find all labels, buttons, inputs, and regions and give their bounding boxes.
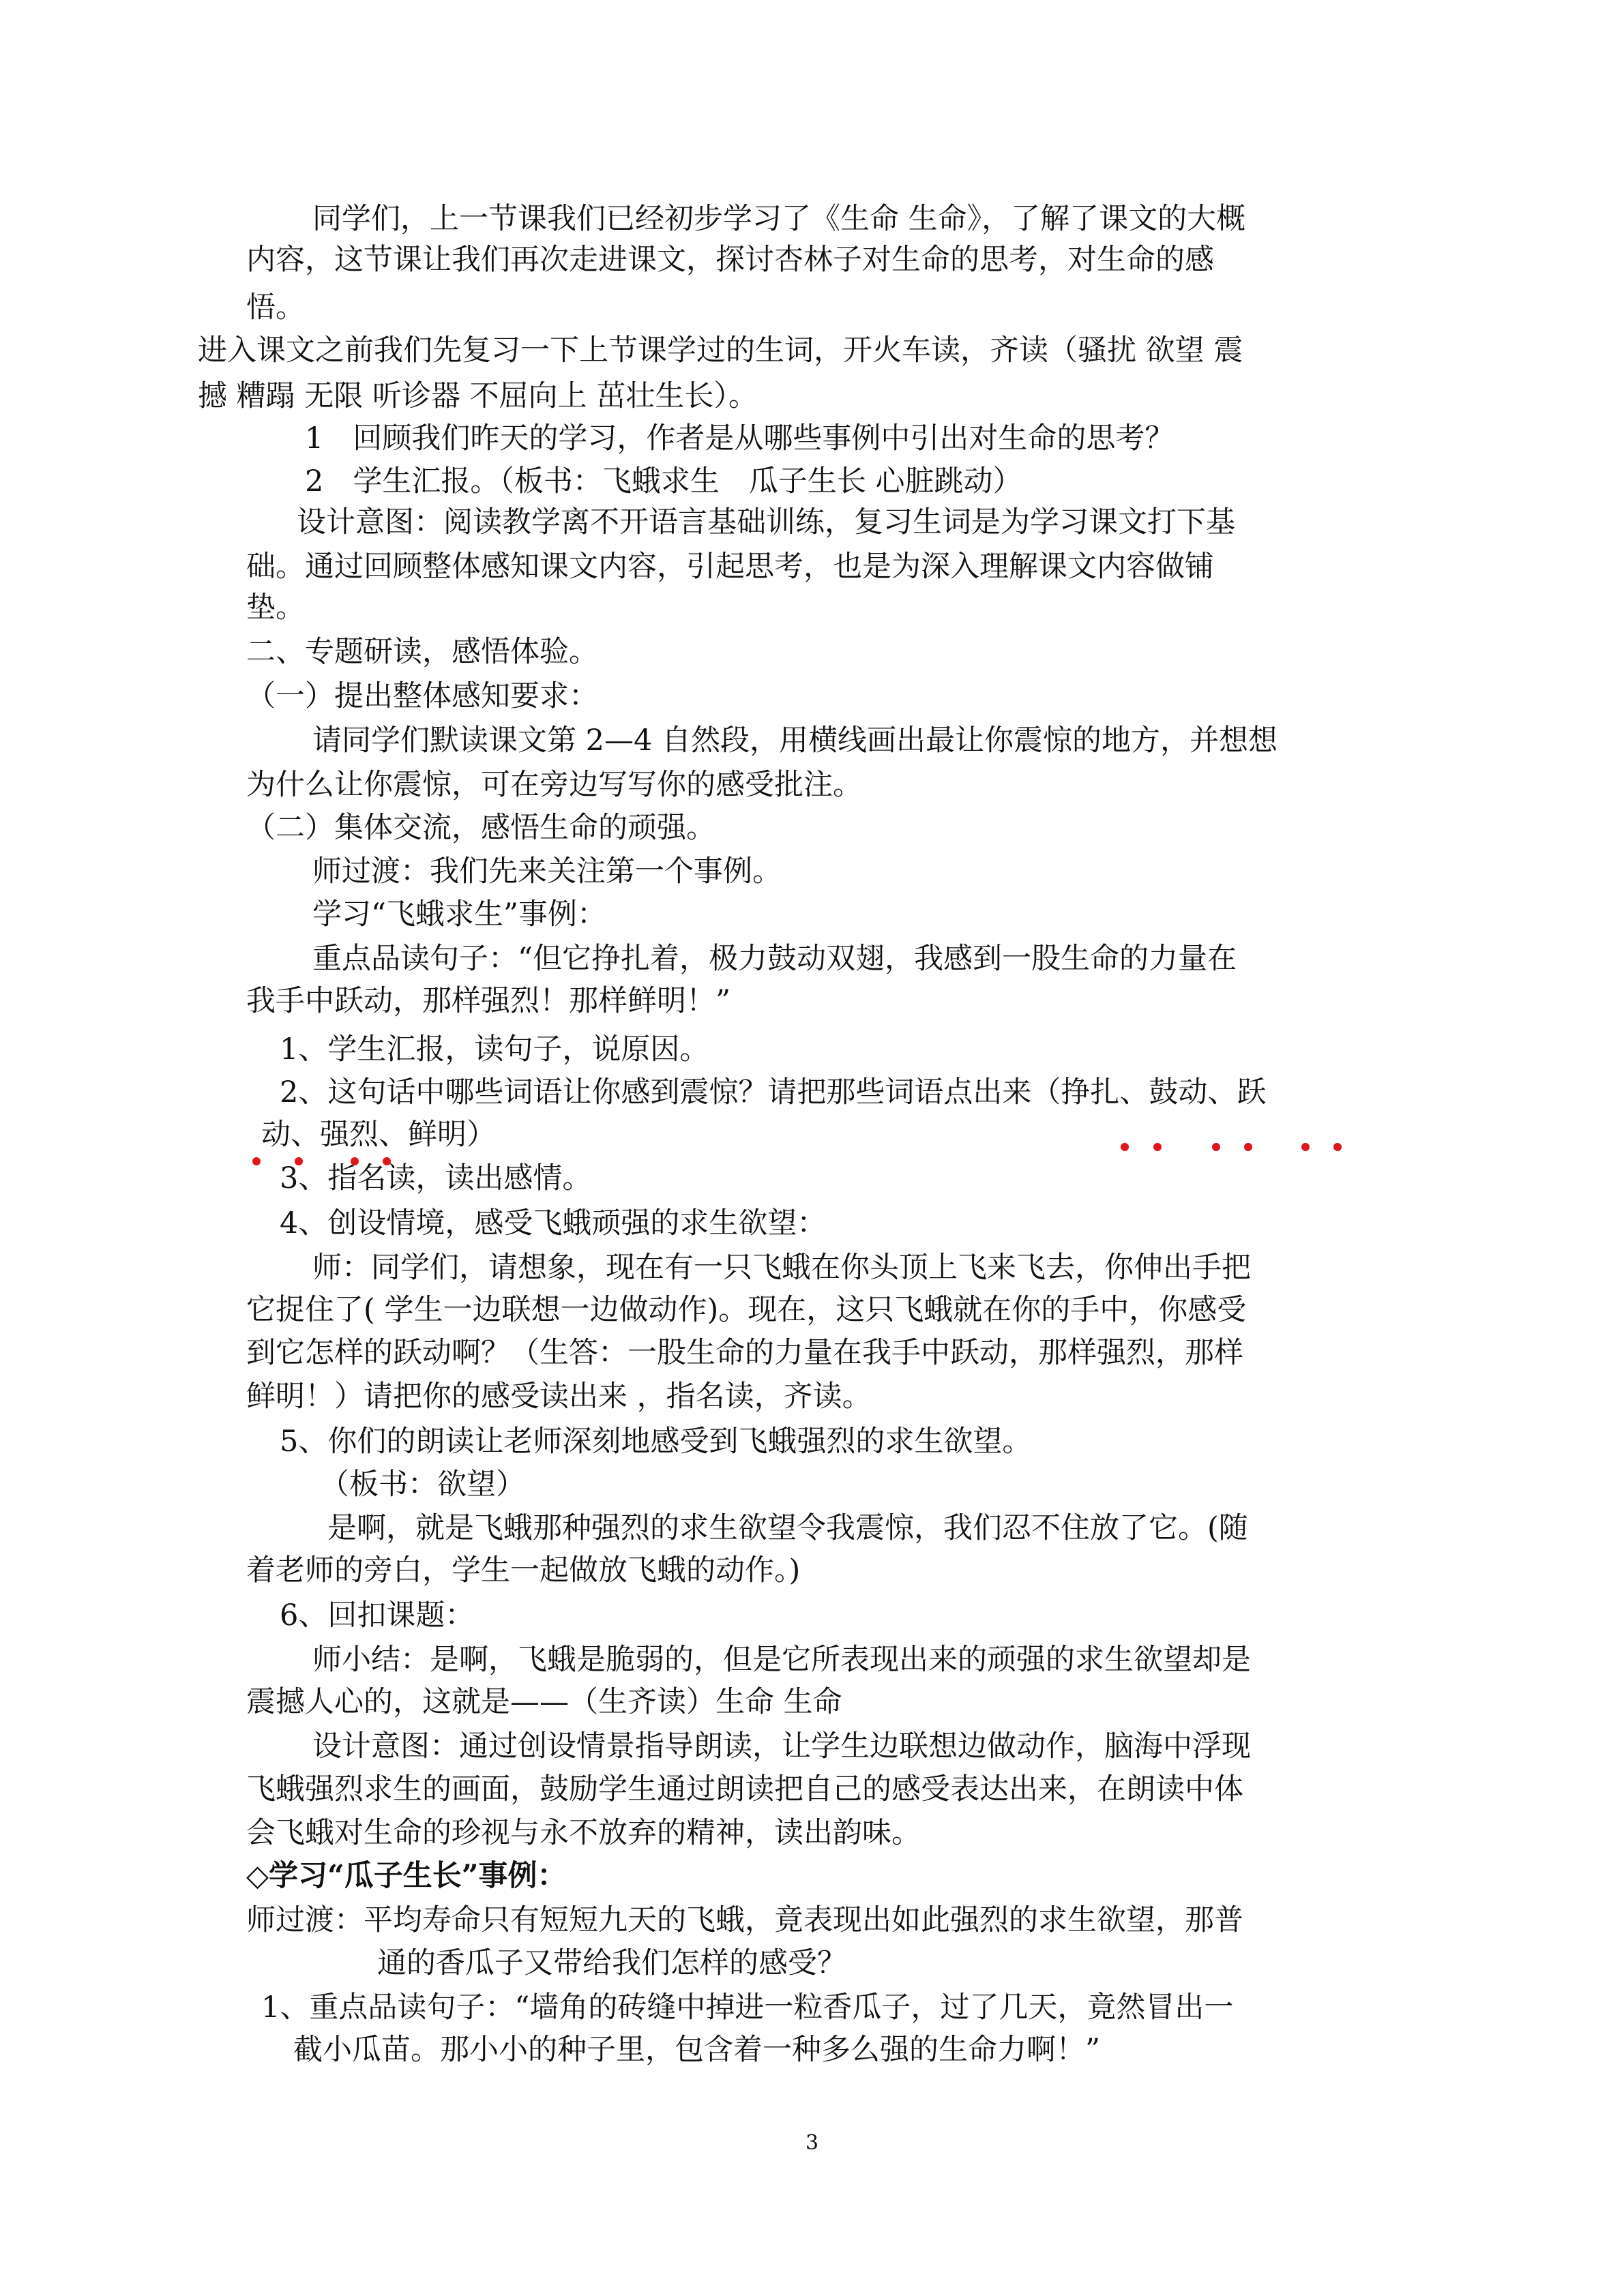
text-line: 鲜明！）请把你的感受读出来 ，指名读，齐读。	[246, 1380, 872, 1414]
text-line: 垫。	[246, 591, 305, 625]
text-line: 通的香瓜子又带给我们怎样的感受？	[377, 1946, 846, 1980]
emphasis-dot	[1244, 1143, 1252, 1151]
text-line: 1 回顾我们昨天的学习，作者是从哪些事例中引出对生命的思考？	[305, 421, 1175, 456]
emphasis-dot	[1212, 1143, 1220, 1151]
text-line: 撼 糟蹋 无限 听诊器 不屈向上 茁壮生长）。	[198, 379, 758, 413]
emphasis-dot	[252, 1157, 261, 1165]
text-line: 师：同学们，请想象，现在有一只飞蛾在你头顶上飞来飞去，你伸出手把	[312, 1251, 1251, 1285]
text-line: 3、指名读，读出感情。	[280, 1161, 592, 1195]
text-line: 师过渡：我们先来关注第一个事例。	[312, 854, 782, 889]
page-number: 3	[805, 2131, 819, 2155]
text-line: 设计意图：通过创设情景指导朗读，让学生边联想边做动作，脑海中浮现	[312, 1729, 1251, 1763]
text-line: 会飞蛾对生命的珍视与永不放弃的精神，读出韵味。	[246, 1816, 921, 1850]
text-line: 为什么让你震惊，可在旁边写写你的感受批注。	[246, 768, 862, 802]
text-line: 内容，这节课让我们再次走进课文，探讨杏林子对生命的思考，对生命的感	[246, 243, 1214, 277]
text-line: 飞蛾强烈求生的画面，鼓励学生通过朗读把自己的感受表达出来，在朗读中体	[246, 1772, 1243, 1806]
text-line: 4、创设情境，感受飞蛾顽强的求生欲望：	[280, 1206, 827, 1240]
text-line: 着老师的旁白，学生一起做放飞蛾的动作。)	[246, 1553, 801, 1587]
text-line: 截小瓜苗。那小小的种子里，包含着一种多么强的生命力啊！”	[293, 2033, 1100, 2067]
text-line: 同学们，上一节课我们已经初步学习了《生命 生命》，了解了课文的大概	[312, 202, 1246, 236]
text-line: 2 学生汇报。（板书：飞蛾求生 瓜子生长 心脏跳动）	[305, 464, 1022, 498]
section-heading: 二、专题研读，感悟体验。	[246, 635, 598, 669]
text-line: 动、强烈、鲜明）	[261, 1118, 496, 1152]
text-line: 我手中跃动，那样强烈！那样鲜明！”	[246, 984, 730, 1018]
emphasis-dot	[1121, 1143, 1129, 1151]
text-line: 师过渡：平均寿命只有短短九天的飞蛾，竟表现出如此强烈的求生欲望，那普	[246, 1903, 1243, 1937]
text-line: 师小结：是啊，飞蛾是脆弱的，但是它所表现出来的顽强的求生欲望却是	[312, 1643, 1251, 1677]
text-line: 震撼人心的，这就是——（生齐读）生命 生命	[246, 1685, 842, 1719]
subsection-heading: （二）集体交流，感悟生命的顽强。	[246, 811, 715, 845]
emphasis-dot	[1153, 1143, 1162, 1151]
text-line: 2、这句话中哪些词语让你感到震惊？请把那些词语点出来（挣扎、鼓动、跃	[280, 1075, 1267, 1109]
emphasis-dot	[1333, 1143, 1342, 1151]
emphasis-dot	[1301, 1143, 1310, 1151]
section-heading: ◇学习“瓜子生长”事例：	[246, 1859, 567, 1893]
text-line: 请同学们默读课文第 2—4 自然段，用横线画出最让你震惊的地方，并想想	[312, 724, 1278, 758]
text-line: 学习“飞蛾求生”事例：	[312, 897, 606, 931]
text-line: 它捉住了( 学生一边联想一边做动作)。现在，这只飞蛾就在你的手中，你感受	[246, 1293, 1247, 1327]
text-line: 5、你们的朗读让老师深刻地感受到飞蛾强烈的求生欲望。	[280, 1425, 1032, 1459]
text-line: 础。通过回顾整体感知课文内容，引起思考，也是为深入理解课文内容做铺	[246, 550, 1214, 584]
text-line: 是啊，就是飞蛾那种强烈的求生欲望令我震惊，我们忍不住放了它。(随	[327, 1511, 1248, 1545]
text-line: 6、回扣课题：	[280, 1598, 475, 1632]
text-line: （板书：欲望）	[320, 1467, 525, 1502]
text-line: 设计意图：阅读教学离不开语言基础训练，复习生词是为学习课文打下基	[297, 505, 1235, 539]
text-line: 到它怎样的跃动啊？（生答：一股生命的力量在我手中跃动，那样强烈，那样	[246, 1336, 1243, 1370]
text-line: 重点品读句子：“但它挣扎着，极力鼓动双翅，我感到一股生命的力量在	[312, 942, 1237, 976]
text-line: 悟。	[246, 290, 305, 325]
subsection-heading: （一）提出整体感知要求：	[246, 679, 598, 713]
text-line: 进入课文之前我们先复习一下上节课学过的生词，开火车读，齐读（骚扰 欲望 震	[198, 333, 1243, 368]
text-line: 1、重点品读句子：“墙角的砖缝中掉进一粒香瓜子，过了几天，竟然冒出一	[261, 1991, 1234, 2025]
text-line: 1、学生汇报，读句子，说原因。	[280, 1032, 709, 1067]
